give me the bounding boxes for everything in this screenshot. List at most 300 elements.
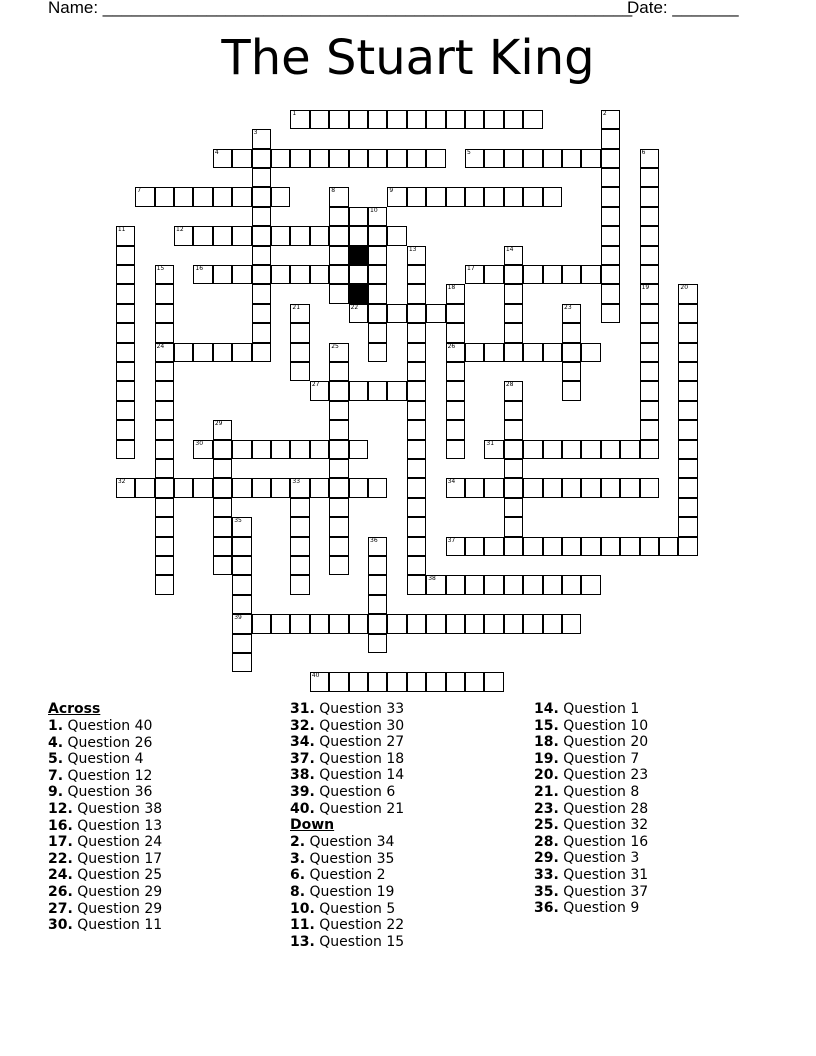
- grid-cell[interactable]: [271, 478, 290, 497]
- grid-cell[interactable]: [601, 304, 620, 323]
- grid-cell[interactable]: [407, 246, 426, 265]
- grid-cell[interactable]: [368, 149, 387, 168]
- grid-cell[interactable]: [426, 149, 445, 168]
- grid-cell[interactable]: [252, 284, 271, 303]
- grid-cell[interactable]: [329, 362, 348, 381]
- grid-cell[interactable]: [562, 343, 581, 362]
- grid-cell[interactable]: [504, 110, 523, 129]
- grid-cell[interactable]: [116, 304, 135, 323]
- date-field-label[interactable]: Date: _______: [627, 0, 739, 17]
- grid-cell[interactable]: [504, 537, 523, 556]
- grid-cell[interactable]: [601, 265, 620, 284]
- grid-cell[interactable]: [174, 187, 193, 206]
- grid-cell[interactable]: [504, 478, 523, 497]
- grid-cell[interactable]: [523, 478, 542, 497]
- grid-cell[interactable]: [232, 265, 251, 284]
- grid-cell[interactable]: [407, 304, 426, 323]
- grid-cell[interactable]: [387, 149, 406, 168]
- grid-cell[interactable]: [640, 168, 659, 187]
- grid-cell[interactable]: [232, 517, 251, 536]
- grid-cell[interactable]: [271, 614, 290, 633]
- grid-cell[interactable]: [504, 149, 523, 168]
- grid-cell[interactable]: [581, 537, 600, 556]
- grid-cell[interactable]: [329, 672, 348, 691]
- grid-cell[interactable]: [504, 440, 523, 459]
- grid-cell[interactable]: [387, 381, 406, 400]
- grid-cell[interactable]: [484, 343, 503, 362]
- grid-cell[interactable]: [290, 575, 309, 594]
- grid-cell[interactable]: [329, 187, 348, 206]
- grid-cell[interactable]: [678, 304, 697, 323]
- grid-cell[interactable]: [310, 110, 329, 129]
- grid-cell[interactable]: [349, 149, 368, 168]
- grid-cell[interactable]: [213, 478, 232, 497]
- grid-cell[interactable]: [640, 362, 659, 381]
- grid-cell[interactable]: [232, 440, 251, 459]
- grid-cell[interactable]: [523, 265, 542, 284]
- grid-cell[interactable]: [155, 323, 174, 342]
- grid-cell[interactable]: [329, 478, 348, 497]
- grid-cell[interactable]: [620, 478, 639, 497]
- grid-cell[interactable]: [678, 362, 697, 381]
- grid-cell[interactable]: [407, 478, 426, 497]
- grid-cell[interactable]: [465, 672, 484, 691]
- grid-cell[interactable]: [601, 226, 620, 245]
- grid-cell[interactable]: [349, 110, 368, 129]
- grid-cell[interactable]: [426, 672, 445, 691]
- grid-cell[interactable]: [116, 226, 135, 245]
- grid-cell[interactable]: [504, 284, 523, 303]
- grid-cell[interactable]: [504, 304, 523, 323]
- grid-cell[interactable]: [252, 129, 271, 148]
- grid-cell[interactable]: [446, 537, 465, 556]
- grid-cell[interactable]: [543, 187, 562, 206]
- grid-cell[interactable]: [290, 265, 309, 284]
- grid-cell[interactable]: [640, 478, 659, 497]
- grid-cell[interactable]: [155, 284, 174, 303]
- grid-cell[interactable]: [174, 478, 193, 497]
- grid-cell[interactable]: [504, 381, 523, 400]
- grid-cell[interactable]: [581, 343, 600, 362]
- grid-cell[interactable]: [484, 440, 503, 459]
- grid-cell[interactable]: [252, 187, 271, 206]
- grid-cell[interactable]: [368, 304, 387, 323]
- grid-cell[interactable]: [465, 478, 484, 497]
- grid-cell[interactable]: [155, 459, 174, 478]
- grid-cell[interactable]: [601, 537, 620, 556]
- grid-cell[interactable]: [155, 343, 174, 362]
- grid-cell[interactable]: [446, 284, 465, 303]
- grid-cell[interactable]: [349, 304, 368, 323]
- grid-cell[interactable]: [387, 672, 406, 691]
- grid-cell[interactable]: [640, 246, 659, 265]
- grid-cell[interactable]: [213, 459, 232, 478]
- grid-cell[interactable]: [155, 440, 174, 459]
- grid-cell[interactable]: [678, 343, 697, 362]
- grid-cell[interactable]: [349, 226, 368, 245]
- grid-cell[interactable]: [407, 401, 426, 420]
- grid-cell[interactable]: [116, 381, 135, 400]
- grid-cell[interactable]: [465, 575, 484, 594]
- grid-cell[interactable]: [426, 614, 445, 633]
- grid-cell[interactable]: [368, 284, 387, 303]
- grid-cell[interactable]: [252, 478, 271, 497]
- grid-cell[interactable]: [446, 478, 465, 497]
- grid-cell[interactable]: [252, 343, 271, 362]
- grid-cell[interactable]: [504, 459, 523, 478]
- grid-cell[interactable]: [446, 420, 465, 439]
- grid-cell[interactable]: [407, 284, 426, 303]
- grid-cell[interactable]: [232, 478, 251, 497]
- grid-cell[interactable]: [678, 323, 697, 342]
- grid-cell[interactable]: [407, 420, 426, 439]
- grid-cell[interactable]: [640, 381, 659, 400]
- grid-cell[interactable]: [290, 343, 309, 362]
- grid-cell[interactable]: [116, 246, 135, 265]
- grid-cell[interactable]: [446, 343, 465, 362]
- grid-cell[interactable]: [368, 575, 387, 594]
- grid-cell[interactable]: [601, 284, 620, 303]
- grid-cell[interactable]: [232, 343, 251, 362]
- grid-cell[interactable]: [640, 207, 659, 226]
- grid-cell[interactable]: [659, 537, 678, 556]
- grid-cell[interactable]: [504, 614, 523, 633]
- grid-cell[interactable]: [523, 187, 542, 206]
- grid-cell[interactable]: [155, 556, 174, 575]
- grid-cell[interactable]: [368, 110, 387, 129]
- grid-cell[interactable]: [523, 149, 542, 168]
- grid-cell[interactable]: [310, 478, 329, 497]
- grid-cell[interactable]: [368, 265, 387, 284]
- grid-cell[interactable]: [232, 595, 251, 614]
- grid-cell[interactable]: [213, 226, 232, 245]
- grid-cell[interactable]: [310, 265, 329, 284]
- grid-cell[interactable]: [581, 575, 600, 594]
- grid-cell[interactable]: [523, 440, 542, 459]
- grid-cell[interactable]: [678, 537, 697, 556]
- grid-cell[interactable]: [407, 265, 426, 284]
- grid-cell[interactable]: [484, 537, 503, 556]
- grid-cell[interactable]: [426, 575, 445, 594]
- grid-cell[interactable]: [523, 343, 542, 362]
- grid-cell[interactable]: [271, 226, 290, 245]
- grid-cell[interactable]: [252, 207, 271, 226]
- grid-cell[interactable]: [116, 343, 135, 362]
- grid-cell[interactable]: [407, 362, 426, 381]
- grid-cell[interactable]: [523, 575, 542, 594]
- grid-cell[interactable]: [484, 575, 503, 594]
- grid-cell[interactable]: [446, 614, 465, 633]
- grid-cell[interactable]: [349, 381, 368, 400]
- grid-cell[interactable]: [678, 459, 697, 478]
- grid-cell[interactable]: [193, 187, 212, 206]
- grid-cell[interactable]: [232, 634, 251, 653]
- grid-cell[interactable]: [329, 149, 348, 168]
- grid-cell[interactable]: [368, 226, 387, 245]
- grid-cell[interactable]: [562, 381, 581, 400]
- grid-cell[interactable]: [329, 440, 348, 459]
- grid-cell[interactable]: [329, 226, 348, 245]
- grid-cell[interactable]: [543, 265, 562, 284]
- grid-cell[interactable]: [504, 517, 523, 536]
- grid-cell[interactable]: [504, 187, 523, 206]
- grid-cell[interactable]: [310, 226, 329, 245]
- grid-cell[interactable]: [562, 478, 581, 497]
- grid-cell[interactable]: [310, 440, 329, 459]
- grid-cell[interactable]: [678, 284, 697, 303]
- grid-cell[interactable]: [407, 381, 426, 400]
- grid-cell[interactable]: [640, 537, 659, 556]
- grid-cell[interactable]: [193, 343, 212, 362]
- grid-cell[interactable]: [407, 110, 426, 129]
- grid-cell[interactable]: [601, 129, 620, 148]
- grid-cell[interactable]: [368, 381, 387, 400]
- grid-cell[interactable]: [193, 226, 212, 245]
- grid-cell[interactable]: [407, 575, 426, 594]
- grid-cell[interactable]: [640, 226, 659, 245]
- grid-cell[interactable]: [465, 110, 484, 129]
- grid-cell[interactable]: [387, 226, 406, 245]
- grid-cell[interactable]: [329, 517, 348, 536]
- grid-cell[interactable]: [290, 537, 309, 556]
- grid-cell[interactable]: [446, 323, 465, 342]
- grid-cell[interactable]: [678, 498, 697, 517]
- grid-cell[interactable]: [678, 478, 697, 497]
- grid-cell[interactable]: [155, 478, 174, 497]
- grid-cell[interactable]: [426, 304, 445, 323]
- grid-cell[interactable]: [465, 187, 484, 206]
- grid-cell[interactable]: [601, 110, 620, 129]
- grid-cell[interactable]: [562, 537, 581, 556]
- grid-cell[interactable]: [562, 614, 581, 633]
- grid-cell[interactable]: [368, 595, 387, 614]
- grid-cell[interactable]: [329, 246, 348, 265]
- grid-cell[interactable]: [562, 575, 581, 594]
- grid-cell[interactable]: [155, 187, 174, 206]
- grid-cell[interactable]: [329, 420, 348, 439]
- grid-cell[interactable]: [640, 187, 659, 206]
- grid-cell[interactable]: [155, 304, 174, 323]
- grid-cell[interactable]: [213, 498, 232, 517]
- grid-cell[interactable]: [601, 440, 620, 459]
- grid-cell[interactable]: [290, 614, 309, 633]
- grid-cell[interactable]: [368, 614, 387, 633]
- grid-cell[interactable]: [465, 149, 484, 168]
- grid-cell[interactable]: [232, 537, 251, 556]
- grid-cell[interactable]: [504, 246, 523, 265]
- grid-cell[interactable]: [252, 246, 271, 265]
- grid-cell[interactable]: [543, 440, 562, 459]
- grid-cell[interactable]: [446, 110, 465, 129]
- grid-cell[interactable]: [407, 537, 426, 556]
- grid-cell[interactable]: [543, 478, 562, 497]
- grid-cell[interactable]: [543, 149, 562, 168]
- grid-cell[interactable]: [504, 420, 523, 439]
- grid-cell[interactable]: [523, 614, 542, 633]
- grid-cell[interactable]: [562, 362, 581, 381]
- grid-cell[interactable]: [368, 672, 387, 691]
- grid-cell[interactable]: [193, 440, 212, 459]
- grid-cell[interactable]: [407, 323, 426, 342]
- grid-cell[interactable]: [562, 149, 581, 168]
- grid-cell[interactable]: [193, 265, 212, 284]
- grid-cell[interactable]: [329, 265, 348, 284]
- grid-cell[interactable]: [601, 478, 620, 497]
- grid-cell[interactable]: [271, 440, 290, 459]
- grid-cell[interactable]: [252, 265, 271, 284]
- grid-cell[interactable]: [290, 362, 309, 381]
- grid-cell[interactable]: [407, 343, 426, 362]
- grid-cell[interactable]: [116, 323, 135, 342]
- grid-cell[interactable]: [678, 517, 697, 536]
- grid-cell[interactable]: [678, 420, 697, 439]
- grid-cell[interactable]: [290, 110, 309, 129]
- grid-cell[interactable]: [213, 517, 232, 536]
- grid-cell[interactable]: [290, 478, 309, 497]
- grid-cell[interactable]: [213, 420, 232, 439]
- grid-cell[interactable]: [446, 362, 465, 381]
- grid-cell[interactable]: [310, 149, 329, 168]
- grid-cell[interactable]: [290, 517, 309, 536]
- grid-cell[interactable]: [601, 149, 620, 168]
- grid-cell[interactable]: [290, 556, 309, 575]
- grid-cell[interactable]: [329, 401, 348, 420]
- grid-cell[interactable]: [407, 672, 426, 691]
- grid-cell[interactable]: [271, 149, 290, 168]
- grid-cell[interactable]: [155, 265, 174, 284]
- grid-cell[interactable]: [232, 226, 251, 245]
- grid-cell[interactable]: [504, 401, 523, 420]
- grid-cell[interactable]: [116, 478, 135, 497]
- grid-cell[interactable]: [426, 187, 445, 206]
- grid-cell[interactable]: [368, 478, 387, 497]
- grid-cell[interactable]: [407, 614, 426, 633]
- grid-cell[interactable]: [523, 537, 542, 556]
- grid-cell[interactable]: [155, 362, 174, 381]
- grid-cell[interactable]: [407, 498, 426, 517]
- grid-cell[interactable]: [349, 478, 368, 497]
- grid-cell[interactable]: [426, 110, 445, 129]
- grid-cell[interactable]: [271, 265, 290, 284]
- grid-cell[interactable]: [407, 556, 426, 575]
- grid-cell[interactable]: [116, 362, 135, 381]
- grid-cell[interactable]: [155, 401, 174, 420]
- grid-cell[interactable]: [116, 420, 135, 439]
- grid-cell[interactable]: [620, 537, 639, 556]
- grid-cell[interactable]: [155, 537, 174, 556]
- grid-cell[interactable]: [329, 110, 348, 129]
- grid-cell[interactable]: [562, 440, 581, 459]
- grid-cell[interactable]: [368, 556, 387, 575]
- grid-cell[interactable]: [368, 634, 387, 653]
- grid-cell[interactable]: [116, 265, 135, 284]
- grid-cell[interactable]: [601, 187, 620, 206]
- grid-cell[interactable]: [252, 149, 271, 168]
- grid-cell[interactable]: [601, 207, 620, 226]
- grid-cell[interactable]: [290, 226, 309, 245]
- grid-cell[interactable]: [640, 323, 659, 342]
- grid-cell[interactable]: [484, 110, 503, 129]
- grid-cell[interactable]: [349, 265, 368, 284]
- grid-cell[interactable]: [213, 440, 232, 459]
- grid-cell[interactable]: [484, 265, 503, 284]
- grid-cell[interactable]: [446, 304, 465, 323]
- grid-cell[interactable]: [213, 149, 232, 168]
- grid-cell[interactable]: [504, 575, 523, 594]
- grid-cell[interactable]: [155, 498, 174, 517]
- grid-cell[interactable]: [465, 614, 484, 633]
- grid-cell[interactable]: [116, 284, 135, 303]
- grid-cell[interactable]: [446, 575, 465, 594]
- grid-cell[interactable]: [504, 498, 523, 517]
- grid-cell[interactable]: [581, 265, 600, 284]
- grid-cell[interactable]: [387, 110, 406, 129]
- grid-cell[interactable]: [543, 343, 562, 362]
- grid-cell[interactable]: [640, 401, 659, 420]
- grid-cell[interactable]: [368, 323, 387, 342]
- grid-cell[interactable]: [290, 304, 309, 323]
- grid-cell[interactable]: [601, 246, 620, 265]
- grid-cell[interactable]: [446, 187, 465, 206]
- grid-cell[interactable]: [678, 440, 697, 459]
- grid-cell[interactable]: [523, 110, 542, 129]
- grid-cell[interactable]: [678, 401, 697, 420]
- grid-cell[interactable]: [252, 168, 271, 187]
- grid-cell[interactable]: [232, 556, 251, 575]
- grid-cell[interactable]: [678, 381, 697, 400]
- grid-cell[interactable]: [484, 478, 503, 497]
- grid-cell[interactable]: [640, 343, 659, 362]
- grid-cell[interactable]: [290, 440, 309, 459]
- grid-cell[interactable]: [562, 323, 581, 342]
- grid-cell[interactable]: [252, 440, 271, 459]
- grid-cell[interactable]: [368, 207, 387, 226]
- grid-cell[interactable]: [329, 556, 348, 575]
- grid-cell[interactable]: [155, 575, 174, 594]
- grid-cell[interactable]: [213, 556, 232, 575]
- grid-cell[interactable]: [252, 614, 271, 633]
- grid-cell[interactable]: [252, 304, 271, 323]
- grid-cell[interactable]: [640, 304, 659, 323]
- grid-cell[interactable]: [387, 187, 406, 206]
- grid-cell[interactable]: [174, 343, 193, 362]
- grid-cell[interactable]: [601, 168, 620, 187]
- grid-cell[interactable]: [310, 614, 329, 633]
- grid-cell[interactable]: [368, 537, 387, 556]
- grid-cell[interactable]: [407, 149, 426, 168]
- grid-cell[interactable]: [252, 323, 271, 342]
- grid-cell[interactable]: [271, 187, 290, 206]
- grid-cell[interactable]: [155, 517, 174, 536]
- grid-cell[interactable]: [329, 614, 348, 633]
- grid-cell[interactable]: [290, 498, 309, 517]
- grid-cell[interactable]: [484, 187, 503, 206]
- grid-cell[interactable]: [387, 304, 406, 323]
- grid-cell[interactable]: [116, 401, 135, 420]
- grid-cell[interactable]: [329, 537, 348, 556]
- grid-cell[interactable]: [213, 537, 232, 556]
- grid-cell[interactable]: [640, 440, 659, 459]
- grid-cell[interactable]: [640, 265, 659, 284]
- grid-cell[interactable]: [213, 265, 232, 284]
- grid-cell[interactable]: [232, 653, 251, 672]
- grid-cell[interactable]: [484, 672, 503, 691]
- grid-cell[interactable]: [562, 304, 581, 323]
- grid-cell[interactable]: [329, 284, 348, 303]
- grid-cell[interactable]: [155, 420, 174, 439]
- grid-cell[interactable]: [232, 575, 251, 594]
- grid-cell[interactable]: [504, 323, 523, 342]
